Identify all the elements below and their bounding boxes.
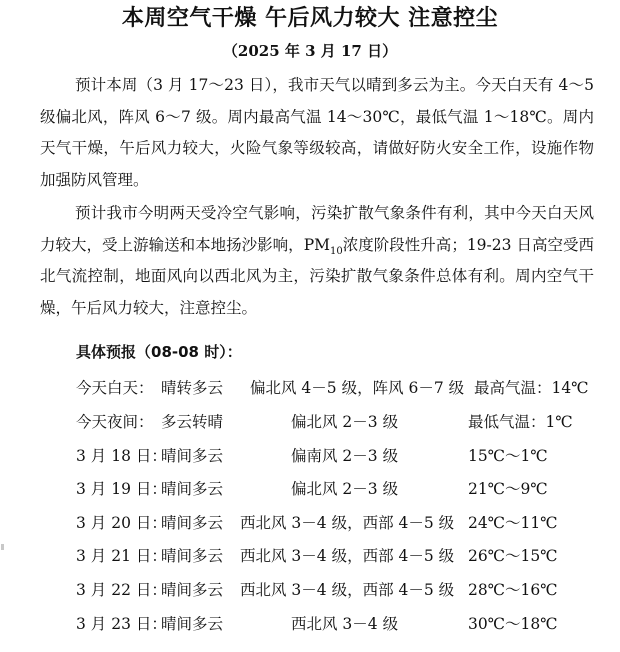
forecast-wind: 西北风 3－4 级: [291, 615, 399, 633]
forecast-day: 3 月 20 日：: [76, 514, 167, 532]
forecast-wind: 西北风 3－4 级，西部 4－5 级: [240, 547, 455, 565]
forecast-temperature: 26℃～15℃: [468, 547, 558, 565]
forecast-wind: 西北风 3－4 级，西部 4－5 级: [240, 581, 455, 599]
forecast-row: [0, 611, 620, 637]
air-quality-text-after: 浓度阶段性升高；19-23 日高空受西北气流控制，地面风向以西北风为主，污染扩散气象条件总体有利。周内空气干燥，午后风力较大，注意控尘。: [40, 235, 594, 317]
forecast-temperature: 15℃～1℃: [468, 447, 548, 465]
forecast-weather: 晴间多云: [161, 447, 224, 465]
forecast-wind: 偏北风 2－3 级: [291, 480, 399, 498]
scan-mark-decoration: [1, 544, 4, 550]
forecast-weather: 晴间多云: [161, 480, 224, 498]
forecast-row: [0, 409, 620, 435]
forecast-row: [0, 543, 620, 569]
pm10-label: $PM_{10}$: [303, 235, 343, 257]
forecast-day: 3 月 21 日：: [76, 547, 167, 565]
headline-title: 本周空气干燥 午后风力较大 注意控尘: [121, 6, 499, 31]
forecast-temperature: 28℃～16℃: [468, 581, 558, 599]
forecast-temperature: 24℃～11℃: [468, 514, 558, 532]
forecast-weather: 晴间多云: [161, 547, 224, 565]
forecast-wind: 西北风 3－4 级，西部 4－5 级: [240, 514, 455, 532]
forecast-row: [0, 577, 620, 603]
forecast-weather: 晴转多云: [161, 379, 224, 397]
forecast-wind: 偏南风 2－3 级: [291, 447, 399, 465]
forecast-day: 今天白天：: [76, 379, 154, 397]
air-quality-text-before: 预计我市今明两天受冷空气影响，污染扩散气象条件有利，其中今天白天风力较大，受上游输送和本地扬沙影响，: [40, 204, 594, 254]
forecast-row: [0, 510, 620, 536]
forecast-temperature: 最低气温：1℃: [468, 413, 573, 431]
forecast-temperature: 30℃～18℃: [468, 615, 558, 633]
forecast-day: 3 月 22 日：: [76, 581, 167, 599]
forecast-weather: 晴间多云: [161, 615, 224, 633]
forecast-weather: 晴间多云: [161, 581, 224, 599]
forecast-row: [0, 476, 620, 502]
weekly-summary-paragraph: 预计本周（3 月 17～23 日），我市天气以晴到多云为主。今天白天有 4～5 级偏北风，阵风 6～7 级。周内最高气温 14～30℃，最低气温 1～18℃。周内天气干燥，午后风力较大，火险气象等级较高，请做好防火安全工作，设施作物加强防风管理。: [40, 76, 594, 189]
air-quality-paragraph: [40, 198, 594, 324]
forecast-temperature: 最高气温：14℃: [474, 379, 589, 397]
forecast-day: 今天夜间：: [76, 413, 154, 431]
forecast-row: [0, 375, 620, 401]
forecast-heading: 具体预报（08-08 时）：: [76, 343, 242, 361]
forecast-temperature: 21℃～9℃: [468, 480, 548, 498]
publish-date: （2025 年 3 月 17 日）: [222, 42, 398, 60]
forecast-wind: 偏北风 2－3 级: [291, 413, 399, 431]
forecast-weather: 晴间多云: [161, 514, 224, 532]
forecast-day: 3 月 19 日：: [76, 480, 167, 498]
forecast-row: [0, 443, 620, 469]
forecast-wind: 偏北风 4－5 级，阵风 6－7 级: [250, 379, 465, 397]
forecast-day: 3 月 18 日：: [76, 447, 167, 465]
forecast-weather: 多云转晴: [161, 413, 224, 431]
forecast-day: 3 月 23 日：: [76, 615, 167, 633]
